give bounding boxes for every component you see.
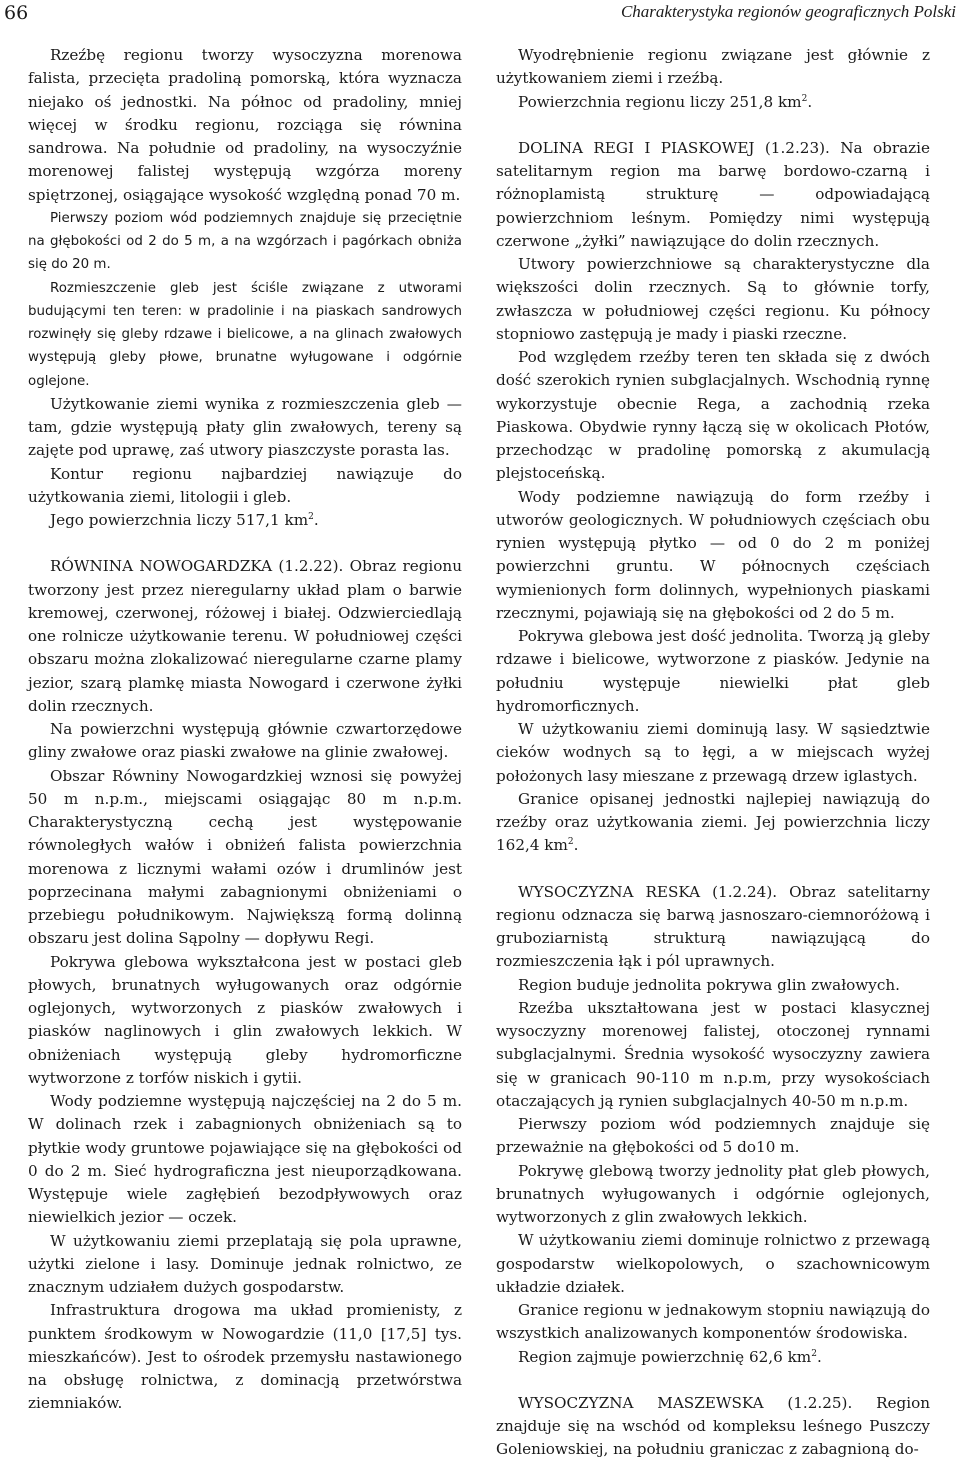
area-text: Powierzchnia regionu liczy 251,8 km [518,92,802,111]
section-heading-paragraph: WYSOCZYZNA RESKA (1.2.24). Obraz satelitarny regionu odznacza się barwą jasnoszaro-ciemnoróżową i gruboziarnistą strukturą nawiązującą do rozmieszczenia łąk i pól uprawnych. [496,882,930,971]
paragraph: Użytkowanie ziemi wynika z rozmieszczenia gleb — tam, gdzie występują płaty glin zwałowych, tereny są zajęte pod uprawę, zaś utwory piaszczyste porasta las. [28,394,462,460]
paragraph: Kontur regionu najbardziej nawiązuje do użytkowania ziemi, litologii i gleb. [28,464,462,506]
period: . [807,92,813,111]
area-paragraph [496,788,930,858]
area-paragraph [496,91,930,114]
area-text: Granice opisanej jednostki najlepiej nawiązują do rzeźby oraz użytkowania ziemi. Jej powierzchnia liczy 162,4 km [496,789,930,855]
superscript: 2 [308,511,314,522]
paragraph: Region buduje jednolita pokrywa glin zwałowych. [518,975,900,994]
paragraph: Rzeźba ukształtowana jest w postaci klasycznej wysoczyzny morenowej falistej, otoczonej rynnami subglacjalnymi. Średnia wysokość wysoczyzny zawiera się w granicach 90-110 m n.p.m, przy wysokościach otaczających ją rynien subglacjalnych 40-50 m n.p.m. [496,998,930,1110]
paragraph: Utwory powierzchniowe są charakterystyczne dla większości dolin rzecznych. Są to głównie torfy, zwłaszcza w południowej części regionu. Ku północy stopniowo zastępują je mady i piaski rzeczne. [496,255,930,343]
left-column [28,44,462,1416]
area-text: Region zajmuje powierzchnię 62,6 km [518,1347,812,1366]
paragraph: Obszar Równiny Nowogardzkiej wznosi się powyżej 50 m n.p.m., miejscami osiągając 80 m n.p.m. Charakterystyczną cechą jest występowanie równoległych wałów i obniżeń falista powierzchnia morenowa z licznymi wałami ozów i drumlinów jest poprzecinana małymi zabagnionymi obniżeniami o przebiegu południkowym. Największą formą dolinną obszaru jest dolina Sąpolny — dopływu Regi. [28,766,462,948]
paragraph: Wody podziemne nawiązują do form rzeźby i utworów geologicznych. W południowych częściach obu rynien występują płytko — od 0 do 2 m poniżej powierzchni gruntu. W północnych częściach wymienionych form dolinnych, wypełnionych piaskami rzecznymi, pojawiają się na głębokości od 2 do 5 m. [496,487,930,622]
section-heading-paragraph: WYSOCZYZNA MASZEWSKA (1.2.25). Region znajduje się na wschód od kompleksu leśnego Puszczy Goleniowskiej, na południu graniczac z zabagnioną do- [496,1393,930,1459]
superscript: 2 [801,93,808,104]
running-title: Charakterystyka regionów geograficznych Polski [620,2,956,21]
paragraph: Pierwszy poziom wód podziemnych znajduje się przeciętnie na głębokości od 2 do 5 m, a na wzgórzach i pagórkach obniża się do 20 m. [28,210,462,273]
paragraph: W użytkowaniu ziemi dominują lasy. W sąsiedztwie cieków wodnych są to łęgi, a w miejscach wyżej położonych lasy mieszane z przewagą drzew iglastych. [496,720,930,785]
period: . [816,1347,822,1366]
area-paragraph [28,509,462,532]
section-heading-paragraph: RÓWNINA NOWOGARDZKA (1.2.22). Obraz regionu tworzony jest przez nieregularny układ plam o barwie kremowej, czerwonej, różowej i białej. Odzwierciedlają one rolnicze użytkowanie terenu. W południowej części obszaru można zlokalizować nieregularne czarne plamy jezior, szarą plamkę miasta Nowogard i czerwone żyłki dolin rzecznych. [28,557,462,715]
paragraph: Pokrywa glebowa wykształcona jest w postaci gleb płowych, brunatnych wyługowanych oraz odgórnie oglejonych, wytworzonych z piasków zwałowych i piasków naglinowych i glin zwałowych lekkich. W obniżeniach występują gleby hydromorficzne wytworzone z torfów niskich i gytii. [28,952,462,1087]
paragraph: Na powierzchni występują głównie czwartorzędowe gliny zwałowe oraz piaski zwałowe na glinie zwałowej. [28,720,462,762]
paragraph: Rozmieszczenie gleb jest ściśle związane z utworami budującymi ten teren: w pradolinie i na piaskach sandrowych rozwinęły się gleby rdzawe i bielicowe, a na glinach zwałowych występują gleby płowe, brunatne wyługowane i odgórnie oglejone. [28,280,462,389]
paragraph: Wyodrębnienie regionu związane jest głównie z użytkowaniem ziemi i rzeźbą. [496,46,930,88]
area-text: Jego powierzchnia liczy 517,1 km [50,511,309,529]
paragraph: Granice regionu w jednakowym stopniu nawiązują do wszystkich analizowanych komponentów środowiska. [496,1301,931,1343]
superscript: 2 [811,1348,817,1359]
paragraph: Pokrywę glebową tworzy jednolity płat gleb płowych, brunatnych wyługowanych i odgórnie oglejonych, wytworzonych z glin zwałowych lekkich. [496,1161,930,1226]
period: . [313,511,319,529]
paragraph: Pod względem rzeźby teren ten składa się z dwóch dość szerokich rynien subglacjalnych. Wschodnią rynnę wykorzystuje obecnie Rega, a zachodnią rzeka Piaskowa. Obydwie rynny łączą się w okolicach Płotów, przechodząc w pradolinę pomorską z akumulacją plejstoceńską. [496,348,930,483]
paragraph: W użytkowaniu ziemi dominuje rolnictwo z przewagą gospodarstw wielkopolowych, o szachownicowym układzie działek. [496,1231,930,1296]
section-heading-paragraph: DOLINA REGI I PIASKOWEJ (1.2.23). Na obrazie satelitarnym region ma barwę bordowo-czarną i różnoplamistą strukturę — odpowiadającą powierzchniom leśnym. Pomiędzy nimi występują czerwone „żyłki” nawiązujące do dolin rzecznych. [496,138,930,250]
right-column [496,44,930,1462]
paragraph: Rzeźbę regionu tworzy wysoczyzna morenowa falista, przecięta pradoliną pomorską, która wyznacza niejako oś jednostki. Na północ od pradoliny, mniej więcej w środku regionu, rozciąga się równina sandrowa. Na południe od pradoliny, na wysoczyźnie morenowej falistej występują wzgórza moreny spiętrzonej, osiągające wysokość względną ponad 70 m. [28,46,462,204]
paragraph: Pokrywa glebowa jest dość jednolita. Tworzą ją gleby rdzawe i bielicowe, wytworzone z piasków. Jedynie na południu występuje niewielki płat gleb hydromorficznych. [496,627,930,715]
paragraph: Infrastruktura drogowa ma układ promienisty, z punktem środkowym w Nowogardzie (11,0 [17,5] tys. mieszkańców). Jest to ośrodek przemysłu nastawionego na obsługę rolnictwa, z dominacją przetwórstwa ziemniaków. [28,1301,462,1413]
page-header [0,0,960,40]
paragraph: W użytkowaniu ziemi przeplatają się pola uprawne, użytki zielone i lasy. Dominuje jednak rolnictwo, ze znacznym udziałem dużych gospodarstw. [28,1231,462,1296]
superscript: 2 [567,837,574,848]
paragraph: Pierwszy poziom wód podziemnych znajduje się przeważnie na głębokości od 5 do10 m. [496,1115,930,1157]
area-paragraph [496,1346,930,1369]
paragraph: Wody podziemne występują najczęściej na 2 do 5 m. W dolinach rzek i zabagnionych obniżeniach są to płytkie wody gruntowe pojawiające się na głębokości od 0 do 2 m. Sieć hydrograficzna jest nieuporządkowana. Występuje wiele zagłębień bezodpływowych oraz niewielkich jezior — oczek. [28,1092,462,1227]
page-number: 66 [4,2,29,24]
period: . [573,836,579,855]
